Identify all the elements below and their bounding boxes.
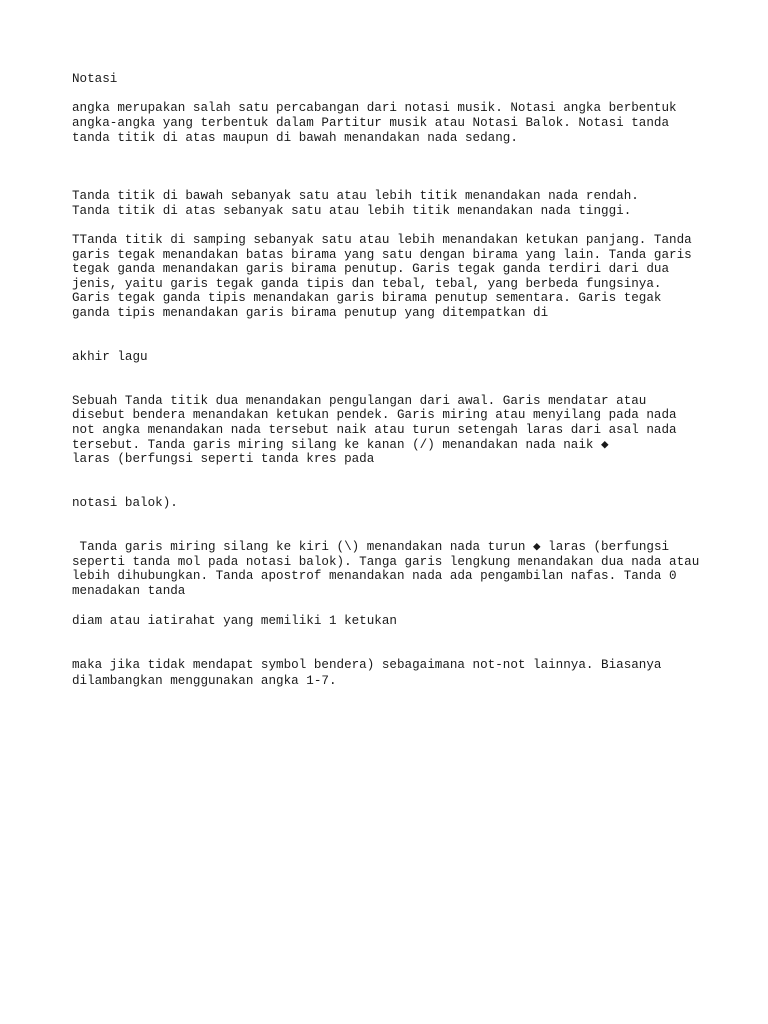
paragraph-line: diam atau iatirahat yang memiliki 1 ketukan [72,614,397,628]
paragraph-line: Sebuah Tanda titik dua menandakan pengulangan dari awal. Garis mendatar atau [72,394,647,408]
paragraph-line: disebut bendera menandakan ketukan pendek. Garis miring atau menyilang pada nada [72,408,677,422]
paragraph-line: Garis tegak ganda tipis menandakan garis birama penutup sementara. Garis tegak [72,291,662,305]
paragraph-line: jenis, yaitu garis tegak ganda tipis dan tebal, tebal, yang berbeda fungsinya. [72,277,662,291]
paragraph-line: tanda titik di atas maupun di bawah menandakan nada sedang. [72,131,518,145]
paragraph-line: Tanda titik di bawah sebanyak satu atau lebih titik menandakan nada rendah. [72,189,639,203]
paragraph-line: tersebut. Tanda garis miring silang ke kanan (/) menandakan nada naik ◆ [72,438,609,452]
paragraph-line: notasi balok). [72,496,178,510]
paragraph-line: akhir lagu [72,350,148,364]
paragraph-line: seperti tanda mol pada notasi balok). Tanga garis lengkung menandakan dua nada atau [72,555,700,569]
paragraph-line: lebih dihubungkan. Tanda apostrof menandakan nada ada pengambilan nafas. Tanda 0 [72,569,677,583]
paragraph-line: dilambangkan menggunakan angka 1-7. [72,674,337,688]
paragraph-line: Tanda titik di atas sebanyak satu atau lebih titik menandakan nada tinggi. [72,204,632,218]
paragraph-line: menadakan tanda [72,584,186,598]
paragraph-line: garis tegak menandakan batas birama yang satu dengan birama yang lain. Tanda garis [72,248,692,262]
paragraph-line: Tanda garis miring silang ke kiri (\) menandakan nada turun ◆ laras (berfungsi [72,540,670,554]
paragraph-line: not angka menandakan nada tersebut naik atau turun setengah laras dari asal nada [72,423,677,437]
document-title: Notasi [72,72,118,86]
paragraph-line: angka-angka yang terbentuk dalam Partitur musik atau Notasi Balok. Notasi tanda [72,116,670,130]
paragraph-line: TTanda titik di samping sebanyak satu atau lebih menandakan ketukan panjang. Tanda [72,233,692,247]
paragraph-line: angka merupakan salah satu percabangan dari notasi musik. Notasi angka berbentuk [72,101,677,115]
paragraph-line: maka jika tidak mendapat symbol bendera) sebagaimana not-not lainnya. Biasanya [72,658,662,672]
paragraph-line: tegak ganda menandakan garis birama penutup. Garis tegak ganda terdiri dari dua [72,262,670,276]
paragraph-line: ganda tipis menandakan garis birama penutup yang ditempatkan di [72,306,549,320]
paragraph-line: laras (berfungsi seperti tanda kres pada [72,452,375,466]
